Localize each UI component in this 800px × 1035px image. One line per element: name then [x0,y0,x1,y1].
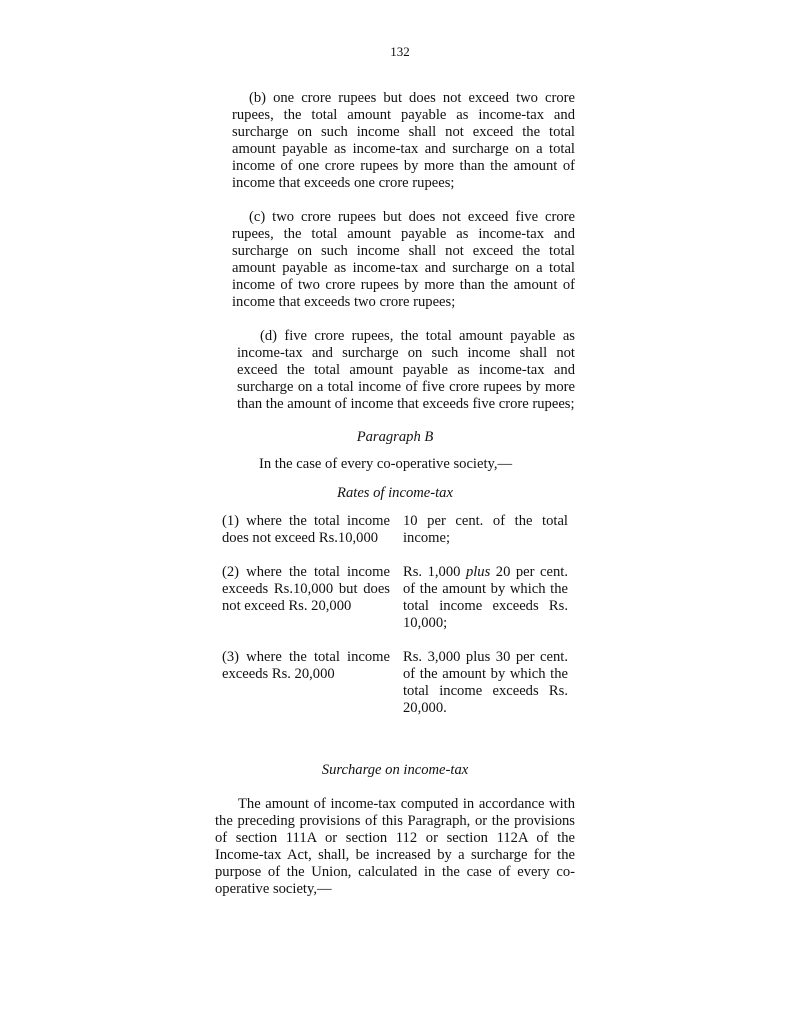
rates-heading: Rates of income-tax [337,485,453,501]
clause-d-text: five crore rupees, the total amount payable as income-tax and surcharge on such income shall not exceed the total amount payable as income-tax and surcharge on a total income of five crore rupees by more than the amount of income that exceeds five crore rupees; [237,328,575,412]
clause-d [237,328,575,413]
rate-value-3 [403,649,568,717]
rate-value-2 [403,564,568,632]
clause-b [232,90,575,192]
rate-value-2-before: Rs. 1,000 [403,564,466,580]
rate-condition-2: (2) where the total income exceeds Rs.10,000 but does not exceed Rs. 20,000 [222,564,390,614]
clause-c [232,209,575,311]
rate-condition-3: (3) where the total income exceeds Rs. 20,000 [222,649,390,682]
clause-b-text: one crore rupees but does not exceed two crore rupees, the total amount payable as income-tax and surcharge on such income shall not exceed the total amount payable as income-tax and surcharge on a total income of one crore rupees by more than the amount of income that exceeds one crore rupees; [232,90,575,191]
clause-d-label: (d) [260,328,278,344]
clause-c-label: (c) [249,209,266,225]
surcharge-text: The amount of income-tax computed in accordance with the preceding provisions of this Paragraph, or the provisions of section 111A or section 112 or section 112A of the Income-tax Act, shall, be increased by a surcharge for the purpose of the Union, calculated in the case of every co-operative society,— [215,796,575,897]
rate-value-2-plus: plus [465,564,491,580]
page-number: 132 [390,44,410,59]
paragraph-b-intro: In the case of every co-operative society,— [259,456,513,472]
clause-b-label: (b) [249,90,267,106]
clause-c-text: two crore rupees but does not exceed five crore rupees, the total amount payable as income-tax and surcharge on such income shall not exceed the total amount payable as income-tax and surcharge on a total income of two crore rupees by more than the amount of income that exceeds two crore rupees; [232,209,575,310]
surcharge-heading: Surcharge on income-tax [321,762,469,778]
paragraph-b-heading: Paragraph B [356,429,434,445]
rate-value-3-text: Rs. 3,000 plus 30 per cent. of the amount by which the total income exceeds Rs. 20,000. [403,649,568,716]
rate-value-1-text: 10 per cent. of the total income; [403,513,568,546]
rate-condition-1: (1) where the total income does not exceed Rs.10,000 [222,513,390,546]
rate-value-1 [403,513,568,547]
rate-value-2-after: 20 per cent. of the amount by which the total income exceeds Rs. 10,000; [403,564,568,631]
